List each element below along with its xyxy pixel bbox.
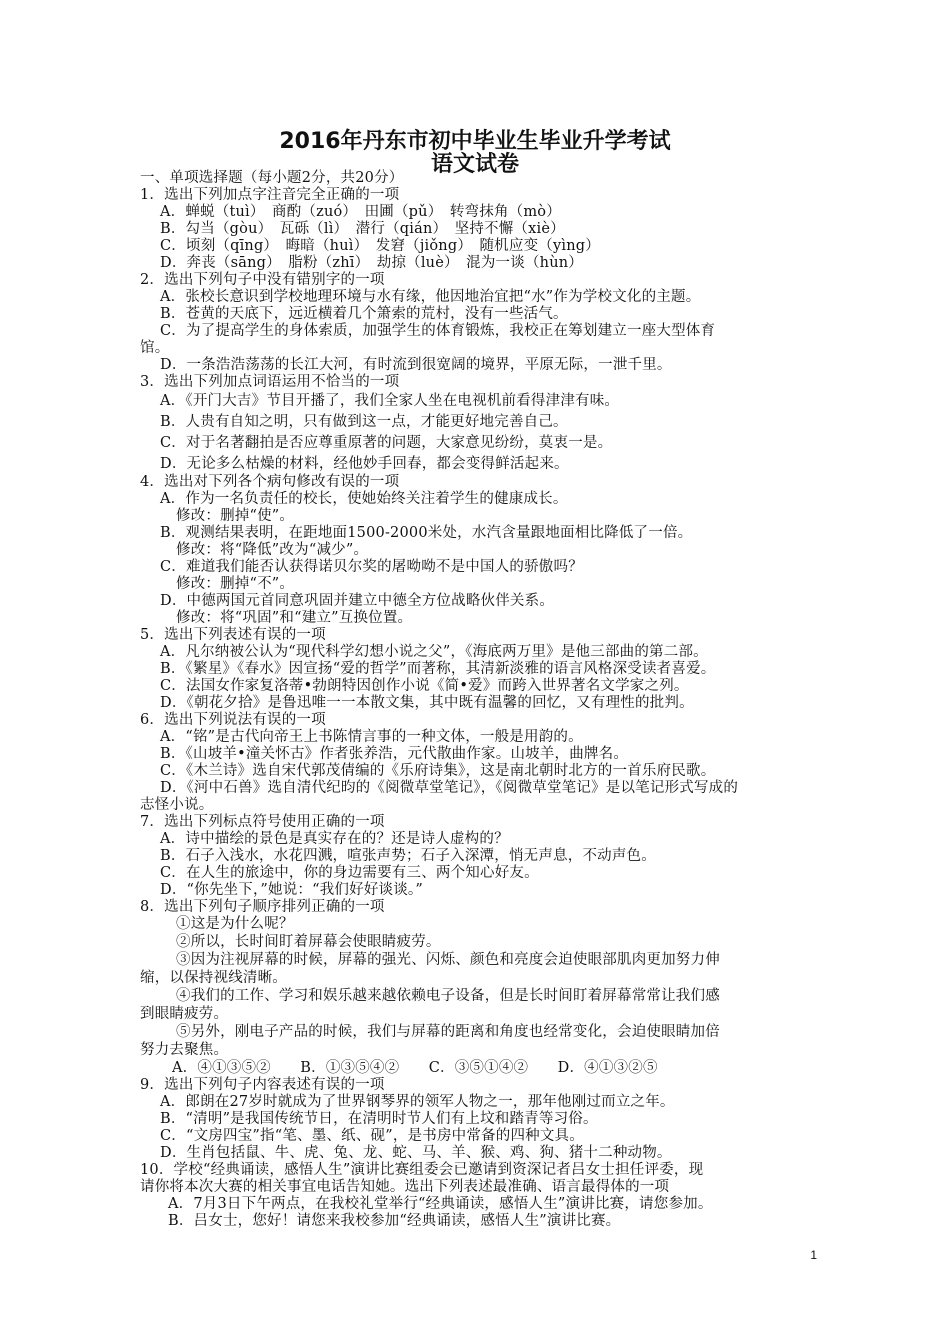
question-8-sentence-5-cont: 努力去聚焦。 [140, 1042, 229, 1058]
question-7-option-c: C．在人生的旅途中，你的身边需要有三、两个知心好友。 [160, 865, 539, 881]
question-5-option-b: B．《繁星》《春水》因宣扬“爱的哲学”而著称，其清新淡雅的语言风格深受读者喜爱。 [160, 661, 716, 677]
question-1-option-b: B．勾当（gòu） 瓦砾（lì） 潜行（qián） 坚持不懈（xiè） [160, 221, 565, 237]
question-2-option-b: B．苍黄的天底下，远近横着几个箫索的荒村，没有一些活气。 [160, 306, 568, 322]
question-5-option-a: A．凡尔纳被公认为“现代科学幻想小说之父”，《海底两万里》是他三部曲的第二部。 [160, 644, 708, 660]
question-6-option-d-cont: 志怪小说。 [140, 797, 214, 813]
question-1-option-a: A．蝉蜕（tuì） 商酌（zuó） 田圃（pǔ） 转弯抹角（mò） [160, 204, 561, 220]
question-8-sentence-5: ⑤另外，刚电子产品的时候，我们与屏幕的距离和角度也经常变化，会迫使眼睛加倍 [176, 1024, 720, 1040]
page-number: 1 [810, 1248, 817, 1262]
question-1-option-d: D．奔丧（sāng） 脂粉（zhī） 劫掠（luè） 混为一谈（hùn） [160, 255, 583, 271]
question-2-option-d: D．一条浩浩荡荡的长江大河，有时流到很宽阔的境界，平原无际，一泄千里。 [160, 357, 672, 373]
question-4-option-a: A．作为一名负责任的校长，使她始终关注着学生的健康成长。 [160, 491, 568, 507]
question-8-sentence-3: ③因为注视屏幕的时候，屏幕的强光、闪烁、颜色和亮度会迫使眼部肌肉更加努力伸 [176, 952, 720, 968]
question-3-option-c: C．对于名著翻拍是否应尊重原著的问题，大家意见纷纷，莫衷一是。 [160, 435, 613, 451]
question-8-sentence-2: ②所以，长时间盯着屏幕会使眼睛疲劳。 [176, 934, 441, 950]
question-4-fix-c: 修改：删掉“不”。 [176, 576, 295, 592]
question-6-option-a: A．“铭”是古代向帝王上书陈情言事的一种文体，一般是用韵的。 [160, 729, 583, 745]
question-2-option-a: A．张校长意识到学校地理环境与水有缘，他因地治宜把“水”作为学校文化的主题。 [160, 289, 701, 305]
question-3-stem: 3．选出下列加点词语运用不恰当的一项 [140, 374, 400, 390]
question-10-option-b: B．吕女士，您好！请您来我校参加“经典诵读，感悟人生”演讲比赛。 [168, 1213, 621, 1229]
exam-subtitle: 语文试卷 [430, 152, 519, 177]
exam-title: 2016年丹东市初中毕业生毕业升学考试 [279, 129, 671, 154]
question-2-stem: 2．选出下列句子中没有错别字的一项 [140, 272, 385, 288]
question-3-option-b: B．人贵有自知之明，只有做到这一点，才能更好地完善自己。 [160, 414, 568, 430]
question-4-fix-a: 修改：删掉“使”。 [176, 508, 295, 524]
question-8-options: A．④①③⑤② B．①③⑤④② C．③⑤①④② D．④①③②⑤ [172, 1060, 658, 1076]
question-7-option-b: B．石子入浅水，水花四溅，喧张声势；石子入深潭，悄无声息，不动声色。 [160, 848, 656, 864]
question-3-option-d: D．无论多么枯燥的材料，经他妙手回春，都会变得鲜活起来。 [160, 456, 569, 472]
question-8-sentence-4-cont: 到眼睛疲劳。 [140, 1006, 229, 1022]
question-3-option-a: A．《开门大吉》节目开播了，我们全家人坐在电视机前看得津津有味。 [160, 393, 620, 409]
question-9-option-a: A．郎朗在27岁时就成为了世界钢琴界的领军人物之一，那年他刚过而立之年。 [160, 1094, 675, 1110]
section-heading: 一、单项选择题（每小题2分，共20分） [140, 170, 404, 186]
question-10-stem-cont: 请你将本次大赛的相关事宜电话告知她。选出下列表述最准确、语言最得体的一项 [140, 1179, 670, 1195]
question-6-option-d: D．《河中石兽》选自清代纪昀的《阅微草堂笔记》，《阅微草堂笔记》是以笔记形式写成的 [160, 780, 739, 796]
question-1-stem: 1．选出下列加点字注音完全正确的一项 [140, 187, 400, 203]
question-4-option-b: B．观测结果表明，在距地面1500-2000米处，水汽含量跟地面相比降低了一倍。 [160, 525, 693, 541]
question-5-option-c: C．法国女作家复洛蒂•勃朗特因创作小说《简•爱》而跨入世界著名文学家之列。 [160, 678, 689, 694]
question-8-sentence-3-cont: 缩，以保持视线清晰。 [140, 970, 287, 986]
question-6-option-b: B．《山坡羊•潼关怀古》作者张养浩，元代散曲作家。山坡羊，曲牌名。 [160, 746, 629, 762]
question-5-option-d: D．《朝花夕拾》是鲁迅唯一一本散文集，其中既有温馨的回忆，又有理性的批判。 [160, 695, 694, 711]
question-7-stem: 7．选出下列标点符号使用正确的一项 [140, 814, 385, 830]
question-7-option-d: D．“你先坐下，”她说：“我们好好谈谈。” [160, 882, 423, 898]
question-4-fix-b: 修改：将“降低”改为“减少”。 [176, 542, 369, 558]
question-4-option-c: C．难道我们能否认获得诺贝尔奖的屠呦呦不是中国人的骄傲吗？ [160, 559, 583, 575]
question-8-sentence-4: ④我们的工作、学习和娱乐越来越依赖电子设备，但是长时间盯着屏幕常常让我们感 [176, 988, 720, 1004]
question-2-option-c-cont: 馆。 [140, 340, 170, 356]
question-10-option-a: A．7月3日下午两点，在我校礼堂举行“经典诵读，感悟人生”演讲比赛，请您参加。 [168, 1196, 713, 1212]
question-6-option-c: C．《木兰诗》选自宋代郭茂倩编的《乐府诗集》，这是南北朝时北方的一首乐府民歌。 [160, 763, 716, 779]
question-2-option-c: C．为了提高学生的身体索质，加强学生的体育锻炼，我校正在筹划建立一座大型体育 [160, 323, 716, 339]
question-4-stem: 4．选出对下列各个病句修改有误的一项 [140, 474, 400, 490]
question-5-stem: 5．选出下列表述有误的一项 [140, 627, 326, 643]
question-9-option-c: C．“文房四宝”指“笔、墨、纸、砚”，是书房中常备的四种文具。 [160, 1128, 584, 1144]
question-8-sentence-1: ①这是为什么呢？ [176, 916, 294, 932]
question-4-option-d: D．中德两国元首同意巩固并建立中德全方位战略伙伴关系。 [160, 593, 555, 609]
question-10-stem: 10．学校“经典诵读，感悟人生”演讲比赛组委会已邀请到资深记者吕女士担任评委，现 [140, 1162, 704, 1178]
question-1-option-c: C．顷刻（qīng） 晦暗（huì） 发窘（jiǒng） 随机应变（yìng） [160, 238, 600, 254]
question-7-option-a: A．诗中描绘的景色是真实存在的？还是诗人虚构的？ [160, 831, 509, 847]
question-9-stem: 9．选出下列句子内容表述有误的一项 [140, 1077, 385, 1093]
question-8-stem: 8．选出下列句子顺序排列正确的一项 [140, 899, 385, 915]
question-9-option-b: B．“清明”是我国传统节日，在清明时节人们有上坟和踏青等习俗。 [160, 1111, 598, 1127]
question-6-stem: 6．选出下列说法有误的一项 [140, 712, 326, 728]
question-9-option-d: D．生肖包括鼠、牛、虎、兔、龙、蛇、马、羊、猴、鸡、狗、猪十二种动物。 [160, 1145, 672, 1161]
question-4-fix-d: 修改：将“巩固”和“建立”互换位置。 [176, 610, 413, 626]
